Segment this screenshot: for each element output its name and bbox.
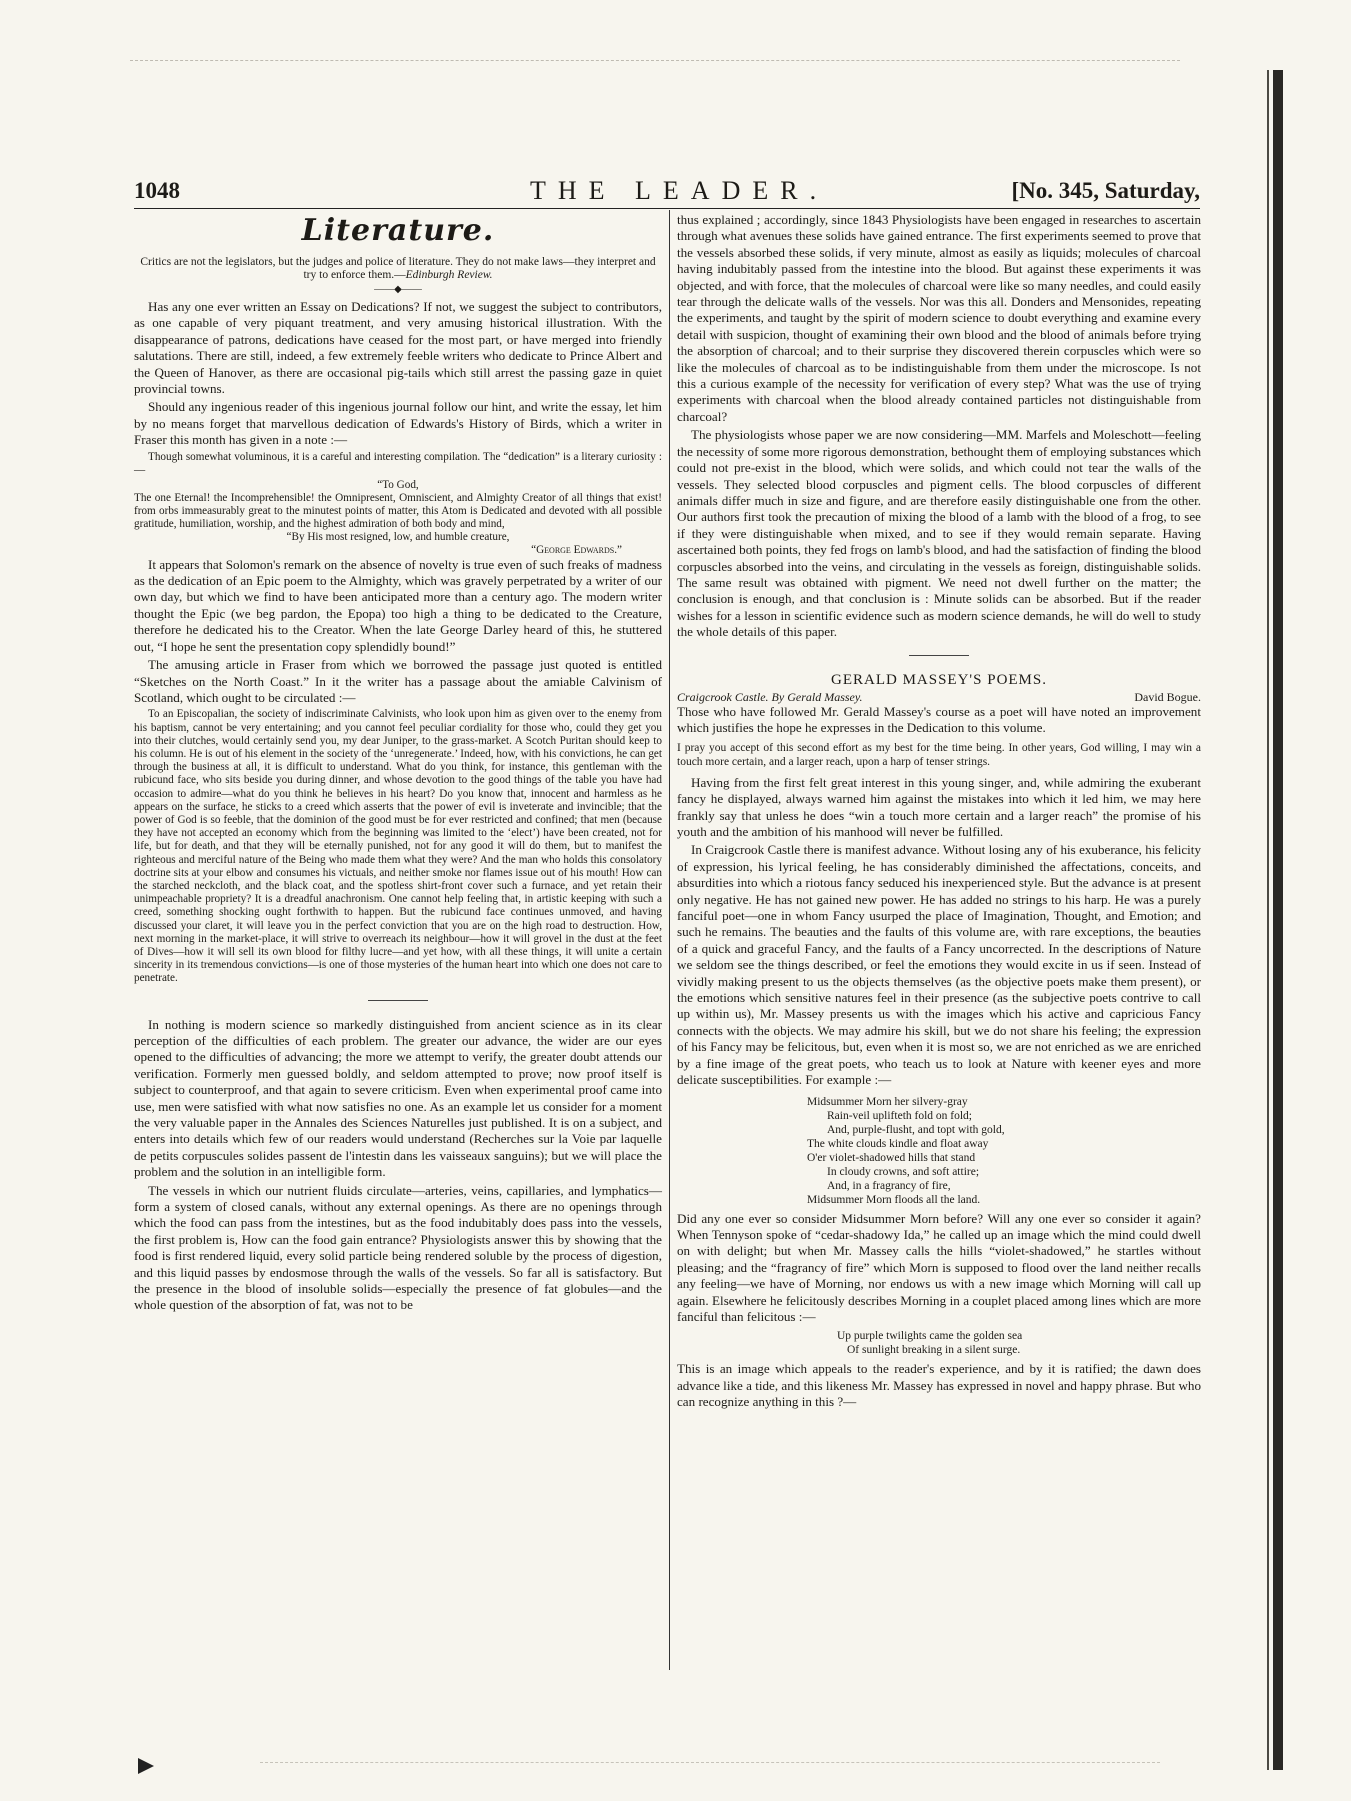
right-column bbox=[677, 212, 1201, 1413]
quote-text: To an Episcopalian, the society of indiscriminate Calvinists, who look upon him as given over to the enemy from his baptism, cannot be very entertaining; and you cannot feel peculiar cordiality for those who, could they get you into their clutches, would certainly send you, my dear Juniper, to the grass-market. A Scotch Puritan should keep to his column. He is out of his element in the society of the ‘unregenerate.’ Indeed, how, with his convictions, he can get through the business at all, it is difficult to understand. What do you think, for instance, this gentleman with the rubicund face, who sits beside you during dinner, and whose devotion to the good things of the table you have had occasion to admire—what do you think he believes in his heart? Do you know that, innocent and harmless as he appears on the surface, he sticks to a creed which asserts that the power of evil is inveterate and invincible; that the power of God is so feeble, that the dominion of the good must be for ever restricted and confined; that men (because they have not accepted an economy which from the beginning was limited to the ‘elect’) have been created, not for life, but for death, and that they will be eternally punished, not for any good it will do them, but to manifest the righteous and merciful nature of the Being who made them what they were? And the man who holds this consolatory doctrine sits at your elbow and consumes his victuals, and neither smoke nor flames issue out of his mouth! How can the starched neckcloth, and the black coat, and the spotless shirt-front cover such a furnace, and yet retain their unimpeachable propriety? It is a dreadful anachronism. One cannot help feeling that, in artistic keeping with such a creed, something shocking ought forthwith to happen. But the rubicund face continues unmoved, and having discussed your claret, it will leave you in the perfect conviction that you are on the high road to destruction. How, next morning in the market-place, it will strive to overreach its neighbour—how it will grovel in the dust at the feet of Dives—how it will sell its own blood for filthy lucre—and yet how, with all these things, it will unite a certain sincerity in its tremendous convictions—is one of those mysteries of the human heart into which one does not care to penetrate. bbox=[134, 708, 662, 985]
paragraph: In Craigcrook Castle there is manifest advance. Without losing any of his exuberance, his felicity of expression, his lyrical feeling, he has considerably diminished the affectations, conceits, and absurdities into which a riotous fancy seduced his inexperienced style. But the advance is at present only negative. He has not gained new power. He has added no strings to his harp. He was a purely fanciful poet—one in whom Fancy usurped the place of Imagination, Thought, and Emotion; and such he remains. The beauties and the faults of this volume are, with rare exceptions, the beauties of a quick and graceful Fancy, and the faults of a Fancy uncorrected. In the descriptions of Nature we seldom see the things described, or feel the emotions they would excite in us if seen. Instead of vividly making present to us the objects themselves (as the objective poets make them present), or the emotions which sensitive natures feel in their presence (as the subjective poets contrive to call up within us), Mr. Massey presents us with the images which his active and capricious Fancy connects with the objects. We may admire his skill, but we do not share his feeling; the expression of his Fancy may be felicitous, but, even when it is most so, we are not enriched as we are enriched by a fine image of the great poets, who teach us to look at Nature with keener eyes and more delicate susceptibilities. For example :— bbox=[677, 842, 1201, 1088]
quote-intro: Though somewhat voluminous, it is a careful and interesting compilation. The “dedication” is a literary curiosity :— bbox=[134, 450, 662, 476]
left-column bbox=[134, 212, 662, 1316]
dedication-quote bbox=[134, 451, 662, 557]
paragraph: Did any one ever so consider Midsummer Morn before? Will any one ever so consider it again? When Tennyson spoke of “cedar-shadowy Ida,” he called up an image which the mind could dwell on with delight; but when Mr. Massey calls the hills “violet-shadowed,” he startles without pleasing; and the “fragrancy of fire” which Morn is supposed to flood over the land neither recalls any feeling—we have of Morning, nor endows us with a new image which Morning will call up again. Elsewhere he felicitously describes Morning in a couplet placed among lines which are more fanciful than felicitous :— bbox=[677, 1210, 1201, 1324]
poem-excerpt bbox=[677, 1329, 1201, 1357]
paragraph: The physiologists whose paper we are now considering—MM. Marfels and Moleschott—feeling the necessity of some more rigorous demonstration, bethought them of employing substances which could not pre-exist in the blood, which were solids, and which could not tear the walls of the vessels. They selected blood corpuscles and pigment cells. The blood corpuscles of different animals differ much in size and figure, and are therefore easily distinguishable one from the other. Our authors first took the precaution of mixing the blood of a lamb with the blood of a frog, to see if they were distinguishable when mixed, and to see if they would remain separate. Having ascertained both points, they fed frogs on lamb's blood, and had the satisfaction of finding the blood corpuscles absorbed into the veins, and circulating in the vessels as foreign, distinguishable solids. The same result was obtained with pigment. We need not dwell further on the matter; the conclusion is enough, and that conclusion is : Minute solids can be absorbed. But if the reader wishes for a lesson in scientific evidence such as modern science demands, he will do well to study the whole details of this paper. bbox=[677, 427, 1202, 640]
dedication-to: “To God, bbox=[377, 478, 419, 491]
section-motto bbox=[134, 256, 662, 282]
poem-line: And, in a fragrancy of fire, bbox=[827, 1179, 951, 1192]
publisher: David Bogue. bbox=[1134, 689, 1201, 704]
page-number: 1048 bbox=[134, 178, 180, 203]
poem-line: Midsummer Morn her silvery-gray bbox=[807, 1095, 968, 1108]
motto-text: Critics are not the legislators, but the judges and police of literature. They do not make laws—they interpret and try to enforce them.— bbox=[140, 256, 656, 281]
scan-noise-bottom bbox=[260, 1762, 1160, 1763]
poem-line: Of sunlight breaking in a silent surge. bbox=[847, 1344, 1021, 1357]
page-edge-binding bbox=[1273, 70, 1283, 1770]
section-divider bbox=[909, 655, 969, 656]
paragraph: Having from the first felt great interest in this young singer, and, while admiring the exuberant fancy he displayed, always warned him against the mistakes into which it led him, we may here frankly say that unless he does “win a touch more certain and a larger reach” the promise of his youth and the ambition of his manhood will never be fulfilled. bbox=[677, 774, 1201, 839]
page-header bbox=[134, 178, 1200, 208]
article-heading: GERALD MASSEY'S POEMS. bbox=[831, 671, 1047, 688]
page-edge-shadow bbox=[1267, 70, 1269, 1770]
book-title: Craigcrook Castle. By Gerald Massey. bbox=[677, 689, 863, 704]
ornament-divider: ——◆—— bbox=[374, 284, 422, 295]
motto-source: Edinburgh Review. bbox=[405, 269, 493, 281]
paragraph: Those who have followed Mr. Gerald Massey's course as a poet will have noted an improvement which justifies the hope he expresses in the Dedication to this volume. bbox=[677, 703, 1201, 736]
paragraph: Has any one ever written an Essay on Dedications? If not, we suggest the subject to contributors, as one capable of very piquant treatment, and very amusing historical illustration. With the disappearance of patrons, dedications have ceased for the most part, or have merged into friendly salutations. There are still, indeed, a few extremely feeble writers who dedicate to Prince Albert and the Queen of Hanover, as there are occasional pig-tails which still arrest the passing gaze in quiet provincial towns. bbox=[134, 299, 662, 397]
poem-line: O'er violet-shadowed hills that stand bbox=[807, 1151, 976, 1164]
scan-corner-mark bbox=[138, 1758, 154, 1774]
section-title: Literature. bbox=[301, 213, 495, 248]
block-quote bbox=[134, 708, 662, 985]
masthead: THE LEADER. bbox=[530, 176, 829, 205]
poem-line: And, purple-flusht, and topt with gold, bbox=[827, 1123, 1005, 1136]
paragraph: The vessels in which our nutrient fluids circulate—arteries, veins, capillaries, and lymphatics—form a system of closed canals, without any external openings. As there are no openings through which the food can pass from the intestines, but as the food indubitably does pass into the vessels, the first problem is, How can the food gain entrance? Physiologists answer this by showing that the food is first rendered liquid, every solid particle being rendered soluble by the process of digestion, and this liquid passes by endosmose through the walls of the vessels. So far all is satisfactory. But the presence in the blood of insoluble solids—especially the presence of fat globules—and the whole question of the absorption of fat, was not to be bbox=[134, 1182, 662, 1313]
dedication-signature: “George Edwards.” bbox=[531, 543, 622, 556]
paragraph: In nothing is modern science so markedly distinguished from ancient science as in its clear perception of the difficulties of each problem. The greater our advance, the wider are our eyes opened to the difficulties of advancing; the more we attempt to verify, the greater doubt attends our verification. Formerly men guessed boldly, and seldom attempted to prove; now proof itself is subject to counterproof, and that again to severe criticism. Even when experimental proof came into use, men were satisfied with what now satisfies no one. As an example let us consider for a moment the very valuable paper in the Annales des Sciences Naturelles just published. It is on a subject, and enters into details which few of our readers would understand (Recherches sur la Voie par laquelle de petits corpuscules solides passent de l'intestin dans les vaisseaux sanguins); but we will place the problem and the solution in an intelligible form. bbox=[134, 1016, 662, 1180]
poem-line: The white clouds kindle and float away bbox=[807, 1137, 989, 1150]
poem-line: In cloudy crowns, and soft attire; bbox=[827, 1165, 980, 1178]
poem-line: Up purple twilights came the golden sea bbox=[837, 1330, 1023, 1343]
poem-line: Rain-veil uplifteth fold on fold; bbox=[827, 1109, 973, 1122]
section-divider bbox=[368, 1000, 428, 1001]
paragraph: This is an image which appeals to the reader's experience, and by it is ratified; the dawn does advance like a tide, and this likeness Mr. Massey has expressed in novel and happy phrase. But who can recognize anything in this ?— bbox=[677, 1361, 1201, 1410]
book-citation bbox=[677, 690, 1201, 704]
paragraph: The amusing article in Fraser from which we borrowed the passage just quoted is entitled “Sketches on the North Coast.” In it the writer has a passage about the amiable Calvinism of Scotland, which ought to be circulated :— bbox=[134, 657, 662, 705]
paragraph: It appears that Solomon's remark on the absence of novelty is true even of such freaks of madness as the dedication of an Epic poem to the Almighty, which was gravely perpetrated by a writer of our own day, but which we find to have been anticipated more than a century ago. The modern writer thought the Epic (we beg pardon, the Epopa) too high a thing to be dedicated to the Creature, therefore he dedicated his to the Creator. When the late George Darley heard of this, he stuttered out, “I hope he sent the presentation copy splendidly bound!” bbox=[134, 556, 662, 654]
scan-noise-top bbox=[130, 60, 1180, 64]
paragraph: Should any ingenious reader of this ingenious journal follow our hint, and write the essay, let him by no means forget that marvellous dedication of Edwards's History of Birds, which a writer in Fraser this month has given in a note :— bbox=[134, 399, 662, 448]
dedication-quote: I pray you accept of this second effort as my best for the time being. In other years, God willing, I may win a touch more certain, and a larger reach, upon a harp of tenser strings. bbox=[677, 741, 1201, 768]
column-rule bbox=[669, 210, 670, 1670]
paragraph: thus explained ; accordingly, since 1843 Physiologists have been engaged in researches to ascertain through what avenues these solids have gained entrance. The first experiments seemed to prove that the vessels absorbed these solids, if very minute, almost as easily as liquids; molecules of charcoal having indubitably passed from the intestine into the blood. But against these experiments it was objected, and with force, that the molecules of charcoal were like so many needles, and could easily tear through the delicate walls of the vessels. Nor was this all. Donders and Mensonides, repeating the experiments, and taught by the spirit of modern science to doubt everything and examine every detail with suspicion, thought of examining their own blood and the blood of animals before trying the absorption of charcoal; and to their surprise they discovered therein corpuscles which were so like the molecules of charcoal as to be indistinguishable from them under the microscope. Is not this a curious example of the necessity for verification of every step? What was the use of trying experiments with charcoal when the blood already contained particles not distinguishable from charcoal? bbox=[677, 212, 1201, 424]
issue-info: [No. 345, Saturday, bbox=[1011, 178, 1200, 203]
poem-excerpt bbox=[677, 1095, 1201, 1207]
dedication-body: The one Eternal! the Incomprehensible! the Omnipresent, Omniscient, and Almighty Creator of all things that exist! from orbs immeasurably great to the minutest points of matter, this Atom is Dedicated and devoted with all possible gratitude, humiliation, worship, and the highest admiration of both body and mind, bbox=[134, 491, 662, 530]
dedication-by: “By His most resigned, low, and humble creature, bbox=[286, 530, 510, 543]
poem-line: Midsummer Morn floods all the land. bbox=[807, 1193, 981, 1206]
header-rule bbox=[134, 208, 1200, 209]
